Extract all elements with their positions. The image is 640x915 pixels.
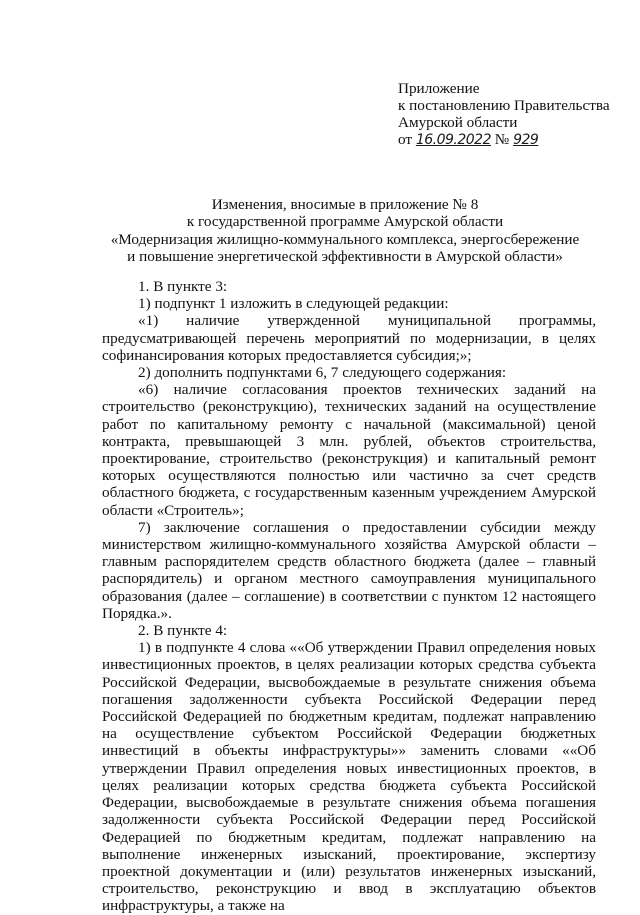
- paragraph-quote-7: 7) заключение соглашения о предоставлении субсидии между министерством жилищно-коммунального хозяйства Амурской области – главным распорядителем средств областного бюджета (далее – главный распорядитель) и органом местного самоуправления муниципального образования (далее – соглашение) в соответствии с пунктом 12 настоящего Порядка.».: [102, 518, 596, 622]
- annex-number-sign: №: [494, 131, 510, 148]
- document-title: [95, 196, 595, 266]
- paragraph-subitem-1: 1) подпункт 1 изложить в следующей редакции:: [138, 295, 449, 313]
- title-line-1: Изменения, вносимые в приложение № 8: [211, 196, 479, 213]
- title-line-4: и повышение энергетической эффективности в Амурской области»: [127, 248, 563, 266]
- paragraph-subitem-2: 2) дополнить подпунктами 6, 7 следующего содержания:: [138, 364, 507, 382]
- annex-number-value: 929: [513, 132, 539, 148]
- annex-date-number: [398, 131, 628, 149]
- annex-title: Приложение: [398, 80, 480, 97]
- annex-region: Амурской области: [398, 114, 518, 131]
- title-line-3: «Модернизация жилищно-коммунального комплекса, энергосбережение: [110, 230, 580, 248]
- paragraph-quote-1: «1) наличие утвержденной муниципальной программы, предусматривающей перечень мероприятий по модернизации, в целях софинансирования которых предоставляется субсидия;»;: [102, 312, 596, 364]
- paragraph-subitem-4: 1) в подпункте 4 слова ««Об утверждении Правил определения новых инвестиционных проектов, в целях реализации которых средства субъекта Российской Федерации, высвобождаемые в результате снижения объема погашения задолженности субъекта Российской Федерации перед Российской Федерацией по бюджетным кредитам, подлежат направлению на осуществление субъектом Российской Федерации бюджетных инвестиций в объекты инфраструктуры»» заменить словами ««Об утверждении Правил определения новых инвестиционных проектов, в целях реализации которых средства бюджета субъекта Российской Федерации, высвобождаемые в результате снижения объема погашения задолженности субъекта Российской Федерации перед Российской Федерацией по бюджетным кредитам, подлежат направлению на выполнение инженерных изысканий, проектирование, экспертизу проектной документации и (или) результатов инженерных изысканий, строительство, реконструкцию и ввод в эксплуатацию объектов инфраструктуры, а также на: [102, 639, 596, 915]
- paragraph-item-1: 1. В пункте 3:: [138, 278, 228, 295]
- annex-block: [398, 80, 628, 149]
- document-body: [102, 278, 596, 915]
- paragraph-quote-6: «6) наличие согласования проектов технических заданий на строительство (реконструкцию), технических заданий на осуществление работ по капитальному ремонту с начальной (максимальной) ценой контракта, превышающей 3 млн. рублей, объектов строительства, проектирование, строительство (реконструкция) и капитальный ремонт которых осуществляются полностью или частично за счет средств областного бюджета, с государственным казенным учреждением Амурской области «Строитель»;: [102, 381, 596, 519]
- annex-date-value: 16.09.2022: [415, 132, 491, 148]
- annex-resolution: к постановлению Правительства: [398, 97, 610, 114]
- annex-date-prefix: от: [398, 131, 413, 148]
- title-line-2: к государственной программе Амурской области: [186, 213, 504, 231]
- paragraph-item-2: 2. В пункте 4:: [138, 622, 228, 640]
